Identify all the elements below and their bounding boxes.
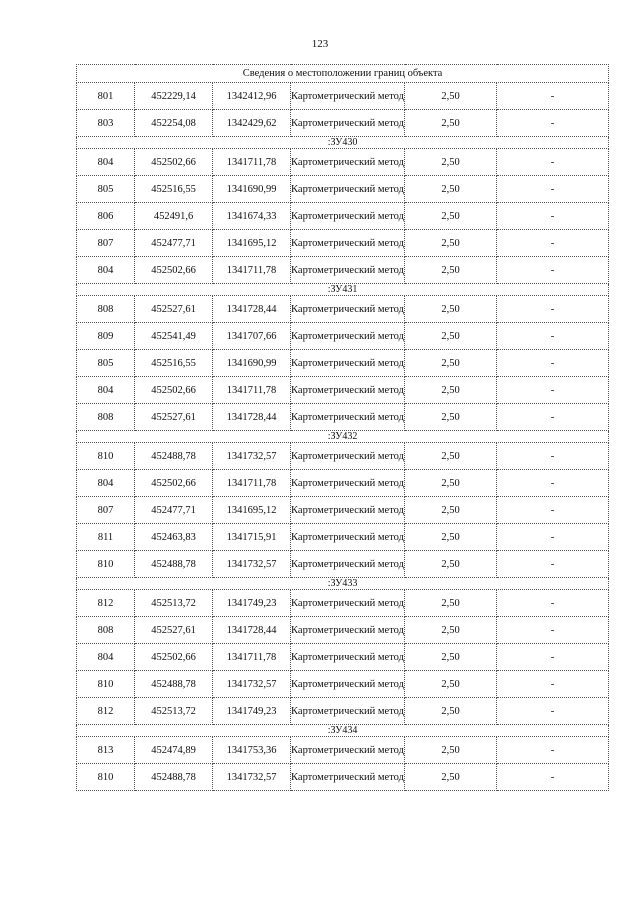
description-cell: - [497, 470, 609, 497]
y-coordinate-cell: 1341674,33 [213, 203, 291, 230]
method-cell: Картометрический метод [291, 443, 405, 470]
method-cell: Картометрический метод [291, 404, 405, 431]
point-number-cell: 807 [77, 230, 135, 257]
accuracy-cell: 2,50 [405, 230, 497, 257]
x-coordinate-cell: 452513,72 [135, 698, 213, 725]
accuracy-cell: 2,50 [405, 257, 497, 284]
method-cell: Картометрический метод [291, 110, 405, 137]
method-cell: Картометрический метод [291, 551, 405, 578]
parcel-section-row [77, 431, 609, 443]
method-cell: Картометрический метод [291, 257, 405, 284]
description-cell: - [497, 296, 609, 323]
x-coordinate-cell: 452541,49 [135, 323, 213, 350]
accuracy-cell: 2,50 [405, 296, 497, 323]
table-row [77, 497, 609, 524]
description-cell: - [497, 257, 609, 284]
y-coordinate-cell: 1341695,12 [213, 497, 291, 524]
point-number-cell: 803 [77, 110, 135, 137]
y-coordinate-cell: 1342429,62 [213, 110, 291, 137]
method-cell: Картометрический метод [291, 698, 405, 725]
method-cell: Картометрический метод [291, 671, 405, 698]
description-cell: - [497, 644, 609, 671]
y-coordinate-cell: 1341753,36 [213, 737, 291, 764]
parcel-label: :ЗУ434 [77, 725, 609, 737]
accuracy-cell: 2,50 [405, 323, 497, 350]
accuracy-cell: 2,50 [405, 551, 497, 578]
point-number-cell: 811 [77, 524, 135, 551]
description-cell: - [497, 377, 609, 404]
point-number-cell: 801 [77, 83, 135, 110]
accuracy-cell: 2,50 [405, 203, 497, 230]
point-number-cell: 810 [77, 764, 135, 791]
point-number-cell: 805 [77, 350, 135, 377]
x-coordinate-cell: 452229,14 [135, 83, 213, 110]
table-row [77, 176, 609, 203]
boundary-coordinates-table [76, 64, 609, 791]
x-coordinate-cell: 452527,61 [135, 296, 213, 323]
x-coordinate-cell: 452477,71 [135, 497, 213, 524]
table-row [77, 698, 609, 725]
page-number: 123 [311, 38, 329, 50]
point-number-cell: 806 [77, 203, 135, 230]
description-cell: - [497, 737, 609, 764]
parcel-section-row [77, 578, 609, 590]
parcel-label: :ЗУ431 [77, 284, 609, 296]
y-coordinate-cell: 1341732,57 [213, 764, 291, 791]
accuracy-cell: 2,50 [405, 350, 497, 377]
table-row [77, 737, 609, 764]
method-cell: Картометрический метод [291, 524, 405, 551]
x-coordinate-cell: 452527,61 [135, 404, 213, 431]
accuracy-cell: 2,50 [405, 149, 497, 176]
accuracy-cell: 2,50 [405, 671, 497, 698]
description-cell: - [497, 617, 609, 644]
point-number-cell: 804 [77, 149, 135, 176]
method-cell: Картометрический метод [291, 149, 405, 176]
method-cell: Картометрический метод [291, 323, 405, 350]
description-cell: - [497, 404, 609, 431]
x-coordinate-cell: 452527,61 [135, 617, 213, 644]
method-cell: Картометрический метод [291, 590, 405, 617]
description-cell: - [497, 497, 609, 524]
description-cell: - [497, 176, 609, 203]
point-number-cell: 805 [77, 176, 135, 203]
description-cell: - [497, 203, 609, 230]
y-coordinate-cell: 1341728,44 [213, 617, 291, 644]
point-number-cell: 808 [77, 296, 135, 323]
table-header: Сведения о местоположении границ объекта [77, 65, 609, 83]
y-coordinate-cell: 1341749,23 [213, 590, 291, 617]
parcel-section-row [77, 284, 609, 296]
description-cell: - [497, 149, 609, 176]
x-coordinate-cell: 452502,66 [135, 644, 213, 671]
method-cell: Картометрический метод [291, 296, 405, 323]
parcel-label: :ЗУ433 [77, 578, 609, 590]
y-coordinate-cell: 1341707,66 [213, 323, 291, 350]
accuracy-cell: 2,50 [405, 617, 497, 644]
x-coordinate-cell: 452463,83 [135, 524, 213, 551]
method-cell: Картометрический метод [291, 377, 405, 404]
x-coordinate-cell: 452513,72 [135, 590, 213, 617]
table-row [77, 203, 609, 230]
accuracy-cell: 2,50 [405, 404, 497, 431]
point-number-cell: 813 [77, 737, 135, 764]
description-cell: - [497, 524, 609, 551]
accuracy-cell: 2,50 [405, 377, 497, 404]
point-number-cell: 804 [77, 644, 135, 671]
description-cell: - [497, 110, 609, 137]
table-row [77, 443, 609, 470]
y-coordinate-cell: 1342412,96 [213, 83, 291, 110]
table-row [77, 470, 609, 497]
description-cell: - [497, 443, 609, 470]
x-coordinate-cell: 452477,71 [135, 230, 213, 257]
y-coordinate-cell: 1341711,78 [213, 257, 291, 284]
description-cell: - [497, 698, 609, 725]
accuracy-cell: 2,50 [405, 524, 497, 551]
point-number-cell: 807 [77, 497, 135, 524]
point-number-cell: 812 [77, 698, 135, 725]
accuracy-cell: 2,50 [405, 83, 497, 110]
table-row [77, 110, 609, 137]
table-header-row [77, 65, 609, 83]
point-number-cell: 804 [77, 257, 135, 284]
table-row [77, 590, 609, 617]
parcel-section-row [77, 137, 609, 149]
table-row [77, 644, 609, 671]
method-cell: Картометрический метод [291, 764, 405, 791]
point-number-cell: 808 [77, 404, 135, 431]
description-cell: - [497, 323, 609, 350]
table-row [77, 377, 609, 404]
method-cell: Картометрический метод [291, 230, 405, 257]
table-row [77, 296, 609, 323]
table-row [77, 524, 609, 551]
y-coordinate-cell: 1341711,78 [213, 149, 291, 176]
point-number-cell: 804 [77, 377, 135, 404]
x-coordinate-cell: 452502,66 [135, 377, 213, 404]
method-cell: Картометрический метод [291, 350, 405, 377]
x-coordinate-cell: 452491,6 [135, 203, 213, 230]
y-coordinate-cell: 1341690,99 [213, 350, 291, 377]
x-coordinate-cell: 452502,66 [135, 257, 213, 284]
table-row [77, 257, 609, 284]
y-coordinate-cell: 1341711,78 [213, 377, 291, 404]
method-cell: Картометрический метод [291, 83, 405, 110]
accuracy-cell: 2,50 [405, 737, 497, 764]
method-cell: Картометрический метод [291, 737, 405, 764]
method-cell: Картометрический метод [291, 644, 405, 671]
y-coordinate-cell: 1341715,91 [213, 524, 291, 551]
y-coordinate-cell: 1341711,78 [213, 644, 291, 671]
method-cell: Картометрический метод [291, 176, 405, 203]
parcel-section-row [77, 725, 609, 737]
y-coordinate-cell: 1341690,99 [213, 176, 291, 203]
accuracy-cell: 2,50 [405, 497, 497, 524]
point-number-cell: 810 [77, 671, 135, 698]
accuracy-cell: 2,50 [405, 110, 497, 137]
x-coordinate-cell: 452502,66 [135, 470, 213, 497]
x-coordinate-cell: 452502,66 [135, 149, 213, 176]
x-coordinate-cell: 452488,78 [135, 764, 213, 791]
point-number-cell: 810 [77, 551, 135, 578]
point-number-cell: 808 [77, 617, 135, 644]
y-coordinate-cell: 1341732,57 [213, 443, 291, 470]
x-coordinate-cell: 452516,55 [135, 350, 213, 377]
description-cell: - [497, 230, 609, 257]
y-coordinate-cell: 1341728,44 [213, 296, 291, 323]
accuracy-cell: 2,50 [405, 176, 497, 203]
table-row [77, 764, 609, 791]
description-cell: - [497, 671, 609, 698]
table-row [77, 404, 609, 431]
accuracy-cell: 2,50 [405, 698, 497, 725]
method-cell: Картометрический метод [291, 470, 405, 497]
parcel-label: :ЗУ432 [77, 431, 609, 443]
accuracy-cell: 2,50 [405, 470, 497, 497]
accuracy-cell: 2,50 [405, 644, 497, 671]
table-row [77, 83, 609, 110]
x-coordinate-cell: 452516,55 [135, 176, 213, 203]
y-coordinate-cell: 1341728,44 [213, 404, 291, 431]
x-coordinate-cell: 452488,78 [135, 443, 213, 470]
description-cell: - [497, 551, 609, 578]
y-coordinate-cell: 1341749,23 [213, 698, 291, 725]
accuracy-cell: 2,50 [405, 764, 497, 791]
x-coordinate-cell: 452488,78 [135, 551, 213, 578]
y-coordinate-cell: 1341732,57 [213, 551, 291, 578]
table-row [77, 149, 609, 176]
accuracy-cell: 2,50 [405, 443, 497, 470]
table-row [77, 551, 609, 578]
parcel-label: :ЗУ430 [77, 137, 609, 149]
description-cell: - [497, 83, 609, 110]
point-number-cell: 810 [77, 443, 135, 470]
y-coordinate-cell: 1341711,78 [213, 470, 291, 497]
description-cell: - [497, 590, 609, 617]
method-cell: Картометрический метод [291, 617, 405, 644]
table-row [77, 323, 609, 350]
method-cell: Картометрический метод [291, 497, 405, 524]
point-number-cell: 809 [77, 323, 135, 350]
y-coordinate-cell: 1341732,57 [213, 671, 291, 698]
x-coordinate-cell: 452254,08 [135, 110, 213, 137]
x-coordinate-cell: 452488,78 [135, 671, 213, 698]
table-row [77, 617, 609, 644]
description-cell: - [497, 764, 609, 791]
table-row [77, 350, 609, 377]
accuracy-cell: 2,50 [405, 590, 497, 617]
table-row [77, 230, 609, 257]
point-number-cell: 812 [77, 590, 135, 617]
table-row [77, 671, 609, 698]
description-cell: - [497, 350, 609, 377]
point-number-cell: 804 [77, 470, 135, 497]
y-coordinate-cell: 1341695,12 [213, 230, 291, 257]
x-coordinate-cell: 452474,89 [135, 737, 213, 764]
method-cell: Картометрический метод [291, 203, 405, 230]
